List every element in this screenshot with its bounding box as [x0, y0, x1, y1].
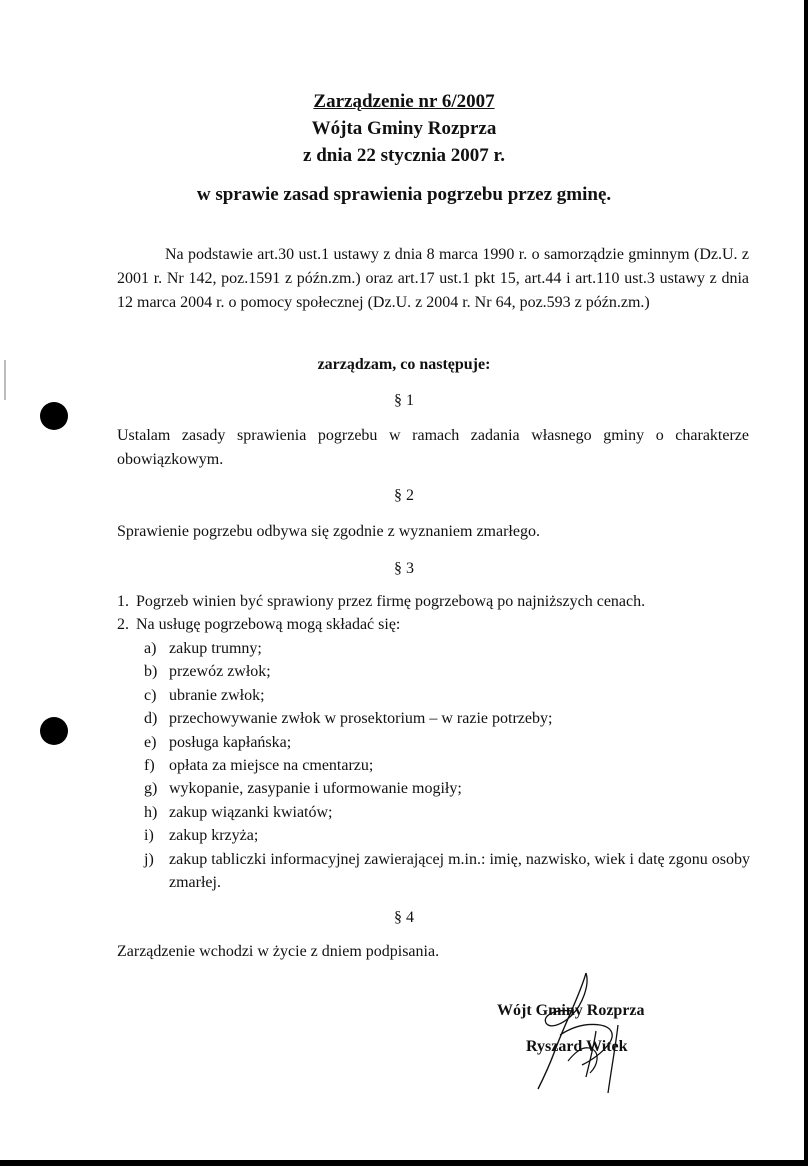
item-text: zakup wiązanki kwiatów; [169, 803, 333, 821]
section-mark-4: § 4 [394, 909, 414, 926]
decree-statement: zarządzam, co następuje: [317, 356, 491, 373]
item-letter: h) [144, 803, 158, 821]
section-mark-1: § 1 [394, 392, 414, 409]
item-letter: d) [144, 710, 158, 728]
list-item [144, 660, 750, 683]
punch-hole-bottom [40, 717, 68, 745]
funeral-service-items [144, 637, 750, 894]
section-3-points [117, 590, 749, 637]
point-number: 2. [117, 616, 129, 634]
signatory-title: Wójt Gminy Rozprza [497, 1002, 645, 1019]
point-text: Na usługę pogrzebową mogą składać się: [136, 616, 401, 634]
list-item [144, 731, 750, 754]
item-text: zakup krzyża; [169, 827, 259, 845]
item-text: zakup tabliczki informacyjnej zawierającej m.in.: imię, nazwisko, wiek i datę zgonu osoby zmarłej. [169, 850, 750, 892]
item-text: zakup trumny; [169, 640, 262, 657]
document-issuer: Wójta Gminy Rozprza [311, 118, 497, 139]
list-item [144, 684, 750, 707]
item-letter: a) [144, 640, 157, 657]
list-item [144, 707, 750, 730]
document-date: z dnia 22 stycznia 2007 r. [303, 145, 505, 166]
item-letter: b) [144, 663, 158, 681]
handwritten-signature [520, 965, 640, 1095]
item-text: ubranie zwłok; [169, 686, 265, 704]
item-text: przewóz zwłok; [169, 663, 271, 681]
scan-edge-right [804, 0, 808, 1166]
item-text: opłata za miejsce na cmentarzu; [169, 757, 374, 775]
item-letter: j) [144, 850, 154, 868]
item-text: wykopanie, zasypanie i uformowanie mogiły; [169, 780, 462, 798]
item-text: przechowywanie zwłok w prosektorium – w razie potrzeby; [169, 710, 553, 728]
list-item [144, 637, 750, 660]
scan-edge-bottom [0, 1160, 808, 1166]
list-item [144, 801, 750, 824]
section-mark-3: § 3 [394, 560, 414, 577]
item-letter: g) [144, 780, 158, 798]
point-number: 1. [117, 593, 129, 610]
list-item [144, 848, 750, 895]
signatory-name: Ryszard Witek [526, 1038, 628, 1055]
list-item [144, 777, 750, 800]
document-subject: w sprawie zasad sprawienia pogrzebu przez gminę. [196, 184, 612, 205]
document-title: Zarządzenie nr 6/2007 [313, 91, 495, 112]
item-letter: i) [144, 827, 154, 845]
item-letter: e) [144, 733, 157, 751]
item-text: posługa kapłańska; [169, 733, 292, 751]
section-4-text: Zarządzenie wchodzi w życie z dniem podpisania. [117, 943, 440, 960]
item-letter: f) [144, 757, 155, 775]
section-mark-2: § 2 [394, 487, 414, 504]
legal-basis-paragraph: Na podstawie art.30 ust.1 ustawy z dnia 8 marca 1990 r. o samorządzie gminnym (Dz.U. z 2001 r. Nr 142, poz.1591 z późn.zm.) oraz art.17 ust.1 pkt 15, art.44 i art.110 ust.3 ustawy z dnia 12 marca 2004 r. o pomocy społecznej (Dz.U. z 2004 r. Nr 64, poz.593 z późn.zm.) [117, 246, 749, 311]
point-text: Pogrzeb winien być sprawiony przez firmę pogrzebową po najniższych cenach. [136, 593, 646, 610]
section-1-text: Ustalam zasady sprawienia pogrzebu w ramach zadania własnego gminy o charakterze obowiązkowym. [117, 427, 749, 468]
list-item [144, 754, 750, 777]
section-2-text: Sprawienie pogrzebu odbywa się zgodnie z wyznaniem zmarłego. [117, 523, 540, 540]
item-letter: c) [144, 686, 157, 704]
list-item [117, 590, 749, 613]
list-item [117, 613, 749, 636]
list-item [144, 824, 750, 847]
